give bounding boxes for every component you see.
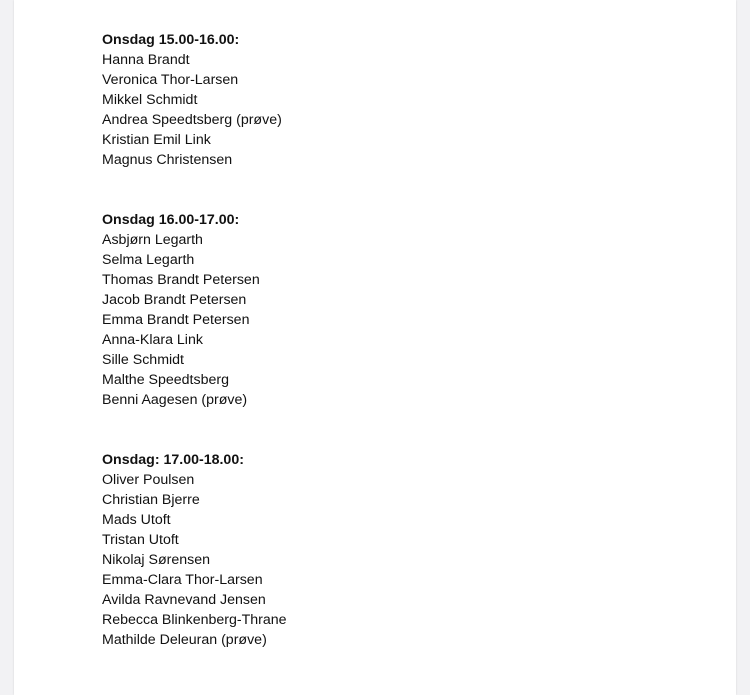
participant-name: Emma Brandt Petersen xyxy=(102,312,250,328)
schedule-group-1 xyxy=(102,30,287,170)
participant-name: Andrea Speedtsberg (prøve) xyxy=(102,112,282,128)
participant-name: Mathilde Deleuran (prøve) xyxy=(102,632,267,648)
participant-name: Anna-Klara Link xyxy=(102,332,203,348)
document-page xyxy=(14,0,736,695)
participant-name: Nikolaj Sørensen xyxy=(102,552,211,568)
participant-name: Mads Utoft xyxy=(102,512,171,528)
group-title: Onsdag 16.00-17.00: xyxy=(102,212,240,228)
participant-name: Avilda Ravnevand Jensen xyxy=(102,592,266,608)
participant-name: Emma-Clara Thor-Larsen xyxy=(102,572,263,588)
participant-name: Thomas Brandt Petersen xyxy=(102,272,260,288)
participant-name: Christian Bjerre xyxy=(102,492,200,508)
participant-name: Veronica Thor-Larsen xyxy=(102,72,239,88)
participant-name: Kristian Emil Link xyxy=(102,132,211,148)
participant-name: Benni Aagesen (prøve) xyxy=(102,392,248,408)
participant-name: Hanna Brandt xyxy=(102,52,190,68)
participant-name: Asbjørn Legarth xyxy=(102,232,203,248)
participant-name: Mikkel Schmidt xyxy=(102,92,198,108)
participant-name: Tristan Utoft xyxy=(102,532,179,548)
participant-name: Oliver Poulsen xyxy=(102,472,195,488)
participant-name: Jacob Brandt Petersen xyxy=(102,292,247,308)
participant-name: Selma Legarth xyxy=(102,252,195,268)
schedule-group-2 xyxy=(102,210,287,410)
group-title: Onsdag 15.00-16.00: xyxy=(102,32,240,48)
schedule-content xyxy=(102,30,287,650)
participant-name: Sille Schmidt xyxy=(102,352,185,368)
group-title: Onsdag: 17.00-18.00: xyxy=(102,452,244,468)
schedule-group-3 xyxy=(102,450,287,650)
participant-name: Malthe Speedtsberg xyxy=(102,372,229,388)
participant-name: Rebecca Blinkenberg-Thrane xyxy=(102,612,287,628)
participant-name: Magnus Christensen xyxy=(102,152,233,168)
